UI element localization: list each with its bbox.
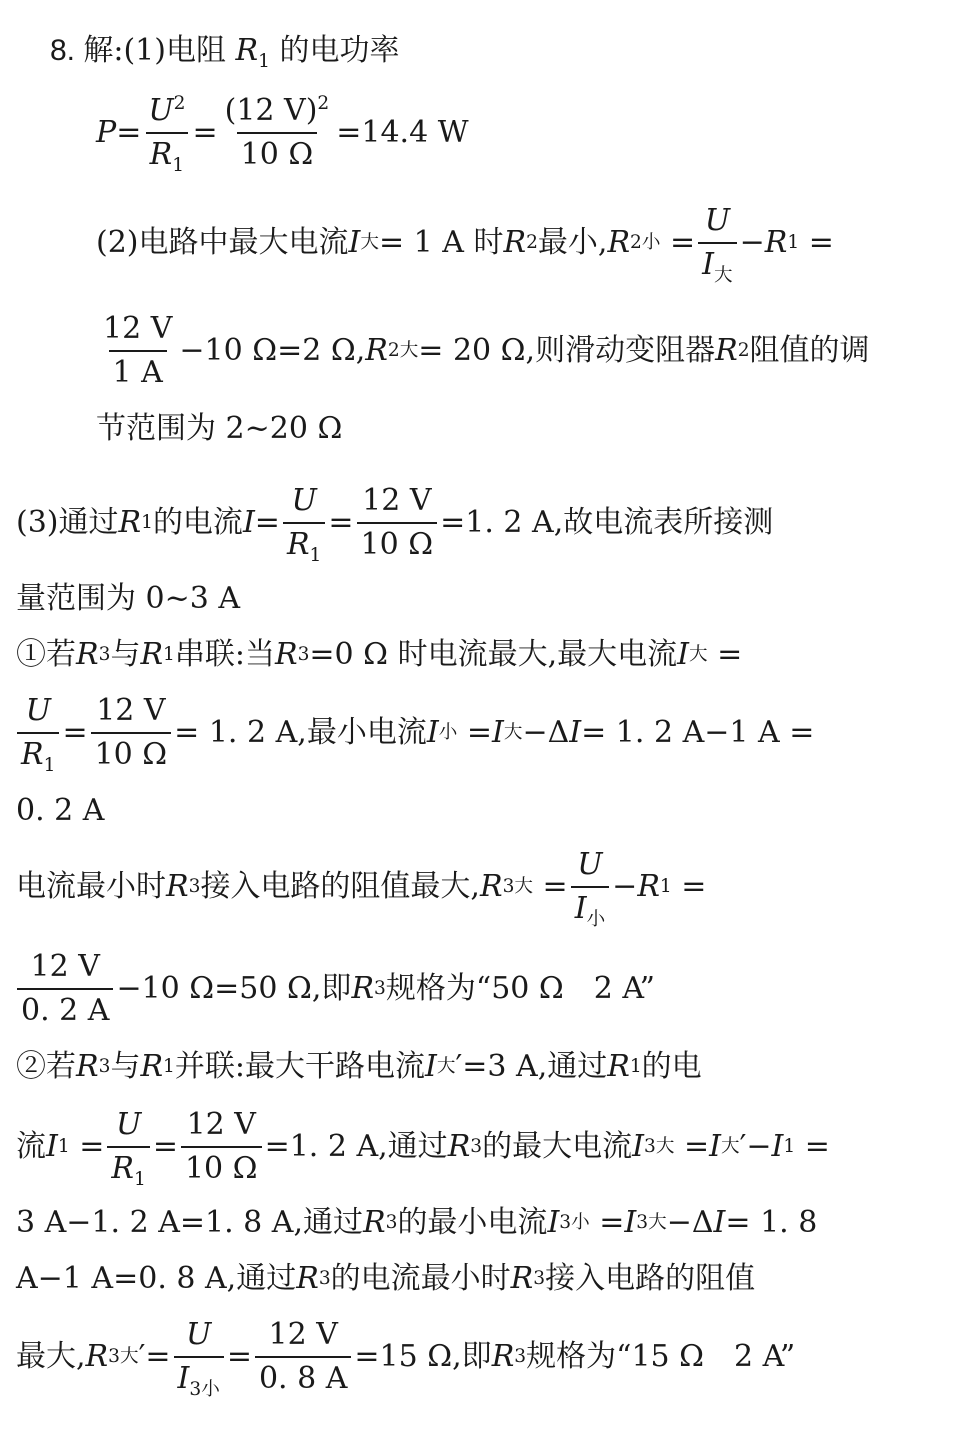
fraction-12v-0.2a: $\frac{12 V}{0. 2 A}$ (17, 950, 113, 1028)
fraction-12v2-10ohm: $\frac{(12 V)^2}{10 \Omega}$ (224, 93, 330, 172)
fraction-u-i3min: $\frac{U}{I_{3小}}$ (174, 1318, 224, 1396)
fraction-u-imax: $\frac{U}{I_大}$ (698, 204, 736, 282)
line-case1-1: ①若 R 3 与 R 1 串联:当 R 3 =0 Ω 时电流最大,最大电流 I 大 = (16, 637, 743, 672)
line-case1-4: 电流最小时 R 3 接入电路的阻值最大, R 3大 = $\frac{U}{I_小}$ − R 1 = (16, 847, 707, 930)
line-part2-1: (2)电路中最大电流 I 大 = 1 A 时 R 2 最小, R 2小 = $\frac{U}{I_大}$ − R 1 = (96, 203, 834, 286)
line-part2-2: $\frac{12 V}{1 A}$ −10 Ω=2 Ω, R 2大 = 20 Ω,则滑动变阻器 R 2 阻值的调 (96, 312, 870, 390)
fraction-u-r1-b: $\frac{U}{R_1}$ (17, 694, 59, 772)
fraction-12v-1a: $\frac{12 V}{1 A}$ (103, 311, 173, 390)
line-part3-2: 量范围为 0~3 A (16, 581, 241, 616)
line-q8-head (50, 33, 400, 72)
fraction-u-imin: $\frac{U}{I_小}$ (571, 848, 609, 926)
line-power-formula: P = $\frac{U^2}{R_1}$ = $\frac{(12 V)^2}{10 \Omega}$ =14.4 W (96, 93, 469, 176)
fraction-12v-10ohm-c: $\frac{12 V}{10 \Omega}$ (181, 1108, 262, 1186)
line-case2-2: 流 I 1 = $\frac{U}{R_1}$ = $\frac{12 V}{10 \Omega}$ =1. 2 A,通过 R 3 的最大电流 I 3大 = I 大 ′− I 1 = (16, 1107, 830, 1190)
line-case2-3: 3 A−1. 2 A=1. 8 A,通过 R 3 的最小电流 I 3小 = I 3大 −Δ I = 1. 8 (16, 1205, 818, 1240)
fraction-12v-10ohm-b: $\frac{12 V}{10 \Omega}$ (91, 694, 172, 772)
line-case2-4: A−1 A=0. 8 A,通过 R 3 的电流最小时 R 3 接入电路的阻值 (16, 1261, 756, 1296)
line-part3-1: (3)通过 R 1 的电流 I = $\frac{U}{R_1}$ = $\frac{12 V}{10 \Omega}$ =1. 2 A,故电流表所接测 (16, 483, 774, 566)
line-case1-5: $\frac{12 V}{0. 2 A}$ −10 Ω=50 Ω,即 R 3 规格为“50 Ω 2 A” (14, 950, 655, 1028)
line-case1-3: 0. 2 A (16, 793, 105, 828)
fraction-12v-10ohm: $\frac{12 V}{10 \Omega}$ (357, 484, 438, 562)
question-number: 8. 解 (50, 34, 114, 67)
line-case1-2: $\frac{U}{R_1}$ = $\frac{12 V}{10 \Omega}$ = 1. 2 A,最小电流 I 小 = I 大 −Δ I = 1. 2 A−1 A = (14, 694, 814, 772)
fraction-u2-r1: $\frac{U^2}{R_1}$ (144, 94, 189, 172)
fraction-u-r1: $\frac{U}{R_1}$ (283, 484, 325, 562)
fraction-12v-0.8a: $\frac{12 V}{0. 8 A}$ (255, 1318, 351, 1396)
line-case2-5: 最大, R 3大 ′= $\frac{U}{I_{3小}}$ = $\frac{12 V}{0. 8 A}$ =15 Ω,即 R 3 规格为“15 Ω 2 A” (16, 1317, 796, 1400)
fraction-u-r1-c: $\frac{U}{R_1}$ (107, 1108, 149, 1186)
part1-heading: :(1)电阻 $R_1$ 的电功率 (113, 33, 400, 72)
line-case2-1: ②若 R 3 与 R 1 并联:最大干路电流 I 大 ′=3 A,通过 R 1 的电 (16, 1049, 702, 1084)
line-part2-3: 节范围为 2~20 Ω (96, 411, 343, 446)
